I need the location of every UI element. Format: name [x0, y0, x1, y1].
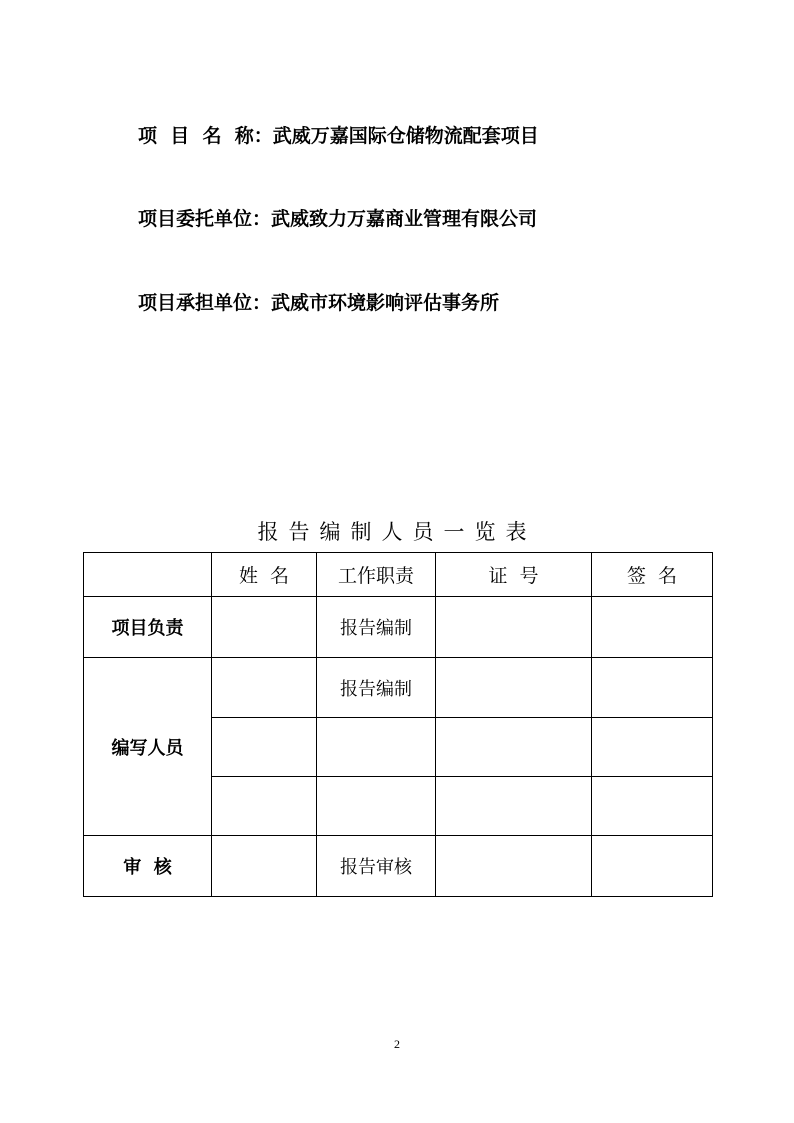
duty-cell [317, 718, 436, 777]
signature-cell [592, 718, 713, 777]
cert-no-cell [436, 658, 592, 718]
project-client-label: 项目委托单位： [138, 208, 272, 230]
table-row [84, 836, 713, 897]
name-cell [212, 718, 317, 777]
table-header-row [84, 553, 713, 597]
duty-cell: 报告编制 [317, 658, 436, 718]
name-cell [212, 836, 317, 897]
table-row [84, 597, 713, 658]
duty-cell: 报告编制 [317, 597, 436, 658]
staff-table [83, 552, 713, 897]
project-name-label: 项 目 名 称： [138, 125, 273, 147]
project-contractor-label: 项目承担单位： [138, 292, 272, 314]
cert-no-cell [436, 836, 592, 897]
project-contractor-line [138, 291, 499, 315]
duty-cell [317, 777, 436, 836]
cert-no-cell [436, 597, 592, 658]
signature-cell [592, 836, 713, 897]
name-cell [212, 597, 317, 658]
project-client-line [138, 207, 537, 231]
project-name-line [138, 124, 539, 148]
project-contractor-value: 武威市环境影响评估事务所 [271, 292, 500, 314]
page-number: 2 [394, 1037, 400, 1051]
header-cell-cert-no: 证 号 [436, 553, 592, 597]
name-cell [212, 658, 317, 718]
header-cell-duty: 工作职责 [317, 553, 436, 597]
staff-table-title: 报告编制人员一览表 [257, 520, 537, 544]
role-cell-writers: 编写人员 [84, 658, 212, 836]
project-name-value: 武威万嘉国际仓储物流配套项目 [272, 125, 539, 147]
cert-no-cell [436, 777, 592, 836]
table-row [84, 658, 713, 718]
signature-cell [592, 658, 713, 718]
signature-cell [592, 777, 713, 836]
duty-cell: 报告审核 [317, 836, 436, 897]
header-cell-blank [84, 553, 212, 597]
role-cell-leader: 项目负责 [84, 597, 212, 658]
header-cell-name: 姓 名 [212, 553, 317, 597]
header-cell-signature: 签 名 [592, 553, 713, 597]
name-cell [212, 777, 317, 836]
role-cell-review: 审 核 [84, 836, 212, 897]
project-client-value: 武威致力万嘉商业管理有限公司 [271, 208, 538, 230]
cert-no-cell [436, 718, 592, 777]
signature-cell [592, 597, 713, 658]
